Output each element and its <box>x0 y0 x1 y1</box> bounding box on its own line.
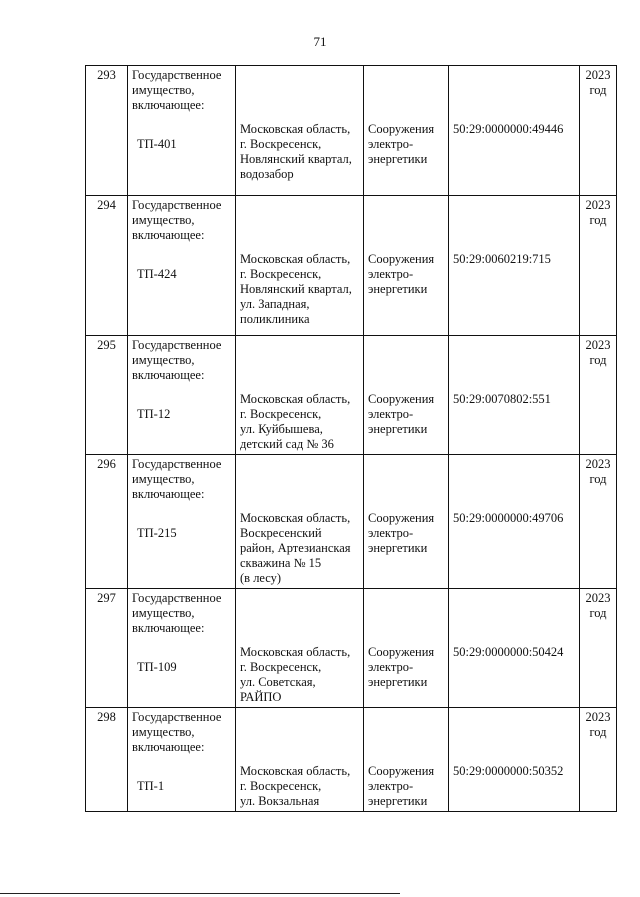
address-line: Московская область, <box>240 392 351 406</box>
address-line: Московская область, <box>240 511 351 525</box>
cadastral-cell <box>449 336 580 455</box>
year-line: год <box>589 213 607 227</box>
row-number: 298 <box>86 708 128 812</box>
year-line: 2023 <box>585 68 611 82</box>
substation-id: ТП-401 <box>137 137 177 151</box>
property-title: Государственное имущество, включающее: <box>132 338 222 382</box>
row-number: 294 <box>86 196 128 336</box>
year-line: 2023 <box>585 710 611 724</box>
property-title: Государственное имущество, включающее: <box>132 710 222 754</box>
row-number: 295 <box>86 336 128 455</box>
registry-body <box>86 66 617 812</box>
year-line: год <box>589 353 607 367</box>
address-line: г. Воскресенск, <box>240 779 322 793</box>
table-row <box>86 455 617 589</box>
purpose-line: энергетики <box>368 794 428 808</box>
purpose-line: Сооружения <box>368 764 435 778</box>
address-line: г. Воскресенск, <box>240 267 322 281</box>
year-line: год <box>589 725 607 739</box>
purpose-cell <box>364 196 449 336</box>
address-line: водозабор <box>240 167 294 181</box>
purpose-line: электро- <box>368 407 414 421</box>
property-name-cell <box>128 336 236 455</box>
address-cell <box>236 66 364 196</box>
address-line: Новлянский квартал, <box>240 282 352 296</box>
purpose-line: энергетики <box>368 675 428 689</box>
purpose-line: Сооружения <box>368 252 435 266</box>
purpose-line: энергетики <box>368 541 428 555</box>
address-cell <box>236 196 364 336</box>
purpose-cell <box>364 455 449 589</box>
property-name-cell <box>128 196 236 336</box>
purpose-cell <box>364 708 449 812</box>
row-number: 293 <box>86 66 128 196</box>
property-title: Государственное имущество, включающее: <box>132 457 222 501</box>
table-row <box>86 589 617 708</box>
purpose-line: электро- <box>368 137 414 151</box>
address-line: г. Воскресенск, <box>240 137 322 151</box>
purpose-cell <box>364 336 449 455</box>
year-cell <box>580 455 617 589</box>
table-row <box>86 708 617 812</box>
substation-id: ТП-12 <box>137 407 171 421</box>
year-cell <box>580 589 617 708</box>
page-number: 71 <box>313 34 327 49</box>
cadastral-cell <box>449 708 580 812</box>
cadastral-cell <box>449 66 580 196</box>
property-title: Государственное имущество, включающее: <box>132 198 222 242</box>
cadastral-cell <box>449 589 580 708</box>
year-cell <box>580 708 617 812</box>
property-registry-table <box>85 65 617 812</box>
year-cell <box>580 196 617 336</box>
property-name-cell <box>128 66 236 196</box>
address-line: Московская область, <box>240 122 351 136</box>
address-line: ул. Советская, <box>240 675 316 689</box>
year-cell <box>580 336 617 455</box>
address-line: (в лесу) <box>240 571 282 585</box>
year-cell <box>580 66 617 196</box>
address-line: РАЙПО <box>240 690 282 704</box>
purpose-line: электро- <box>368 779 414 793</box>
address-cell <box>236 589 364 708</box>
row-number: 297 <box>86 589 128 708</box>
purpose-line: электро- <box>368 660 414 674</box>
purpose-line: электро- <box>368 267 414 281</box>
purpose-line: энергетики <box>368 282 428 296</box>
row-number: 296 <box>86 455 128 589</box>
property-name-cell <box>128 589 236 708</box>
address-line: район, Артезианская <box>240 541 351 555</box>
address-line: Московская область, <box>240 764 351 778</box>
cadastral-number: 50:29:0000000:50424 <box>453 645 564 659</box>
purpose-line: Сооружения <box>368 392 435 406</box>
cadastral-number: 50:29:0000000:50352 <box>453 764 564 778</box>
address-line: поликлиника <box>240 312 310 326</box>
footer-rule <box>0 893 400 894</box>
year-line: год <box>589 83 607 97</box>
purpose-line: Сооружения <box>368 511 435 525</box>
property-title: Государственное имущество, включающее: <box>132 68 222 112</box>
cadastral-number: 50:29:0000000:49706 <box>453 511 564 525</box>
address-line: г. Воскресенск, <box>240 660 322 674</box>
year-line: 2023 <box>585 591 611 605</box>
address-cell <box>236 708 364 812</box>
purpose-line: электро- <box>368 526 414 540</box>
address-line: ул. Западная, <box>240 297 310 311</box>
address-cell <box>236 336 364 455</box>
cadastral-cell <box>449 196 580 336</box>
purpose-line: энергетики <box>368 152 428 166</box>
year-line: 2023 <box>585 457 611 471</box>
year-line: 2023 <box>585 198 611 212</box>
address-line: Московская область, <box>240 645 351 659</box>
substation-id: ТП-424 <box>137 267 177 281</box>
year-line: год <box>589 606 607 620</box>
address-cell <box>236 455 364 589</box>
purpose-line: Сооружения <box>368 122 435 136</box>
address-line: Воскресенский <box>240 526 322 540</box>
cadastral-cell <box>449 455 580 589</box>
substation-id: ТП-109 <box>137 660 177 674</box>
address-line: скважина № 15 <box>240 556 322 570</box>
purpose-cell <box>364 66 449 196</box>
property-name-cell <box>128 455 236 589</box>
table-row <box>86 66 617 196</box>
purpose-line: энергетики <box>368 422 428 436</box>
property-name-cell <box>128 708 236 812</box>
table-row <box>86 336 617 455</box>
address-line: ул. Куйбышева, <box>240 422 323 436</box>
address-line: г. Воскресенск, <box>240 407 322 421</box>
substation-id: ТП-215 <box>137 526 177 540</box>
substation-id: ТП-1 <box>137 779 165 793</box>
cadastral-number: 50:29:0000000:49446 <box>453 122 564 136</box>
year-line: год <box>589 472 607 486</box>
table-row <box>86 196 617 336</box>
property-title: Государственное имущество, включающее: <box>132 591 222 635</box>
address-line: детский сад № 36 <box>240 437 334 451</box>
address-line: Новлянский квартал, <box>240 152 352 166</box>
purpose-line: Сооружения <box>368 645 435 659</box>
address-line: ул. Вокзальная <box>240 794 320 808</box>
purpose-cell <box>364 589 449 708</box>
cadastral-number: 50:29:0070802:551 <box>453 392 551 406</box>
cadastral-number: 50:29:0060219:715 <box>453 252 551 266</box>
year-line: 2023 <box>585 338 611 352</box>
address-line: Московская область, <box>240 252 351 266</box>
